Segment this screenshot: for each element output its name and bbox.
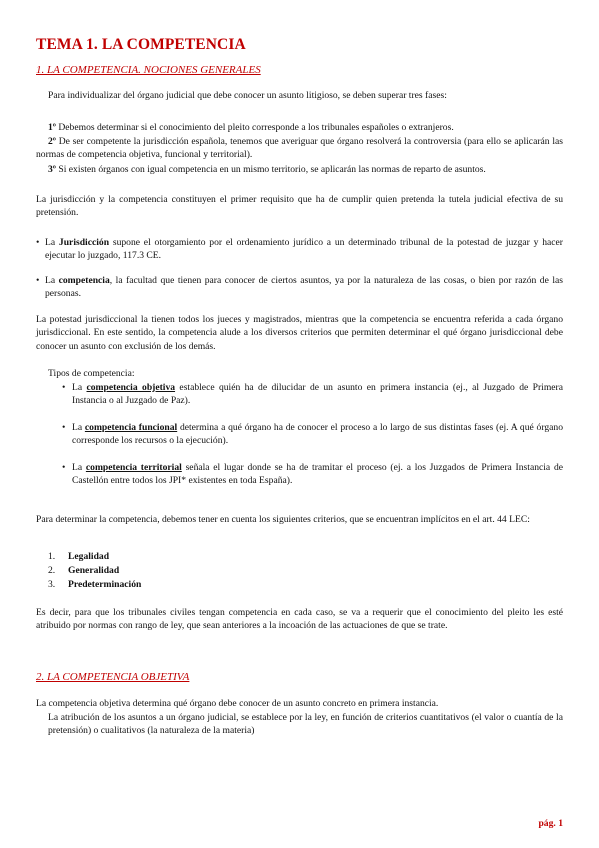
criterio-1: Legalidad xyxy=(68,551,110,562)
bullet-dot-2: • xyxy=(36,275,40,286)
criterios-paragraph: Para determinar la competencia, debemos tener en cuenta los siguientes criterios, que se encuentran implícitos en el art. 44 LEC: xyxy=(36,514,530,525)
bullet-1-pre: La xyxy=(45,237,59,248)
bullet-competencia xyxy=(45,274,563,301)
tipo-territorial xyxy=(72,461,563,488)
potestad-paragraph: La potestad jurisdiccional la tienen todos los jueces y magistrados, mientras que la competencia se encuentra referida a cada órgano jurisdiccional. En este sentido, la competencia alude a los diversos criterios que permiten determinar el qué órgano jurisdiccional debe conocer un asunto con exclusión de los demás. xyxy=(36,314,563,352)
requisito-paragraph: La jurisdicción y la competencia constituyen el primer requisito que ha de cumplir quien pretenda la tutela judicial efectiva de su pretensión. xyxy=(36,194,563,219)
term-funcional: competencia funcional xyxy=(84,422,178,433)
section-heading-2: 2. LA COMPETENCIA OBJETIVA xyxy=(36,671,190,683)
criterio-3: Predeterminación xyxy=(68,579,142,590)
objetiva-paragraph-1: La competencia objetiva determina qué órgano debe conocer de un asunto concreto en primera instancia. xyxy=(36,698,439,709)
phase-3-num: 3º xyxy=(48,164,56,175)
term-territorial: competencia territorial xyxy=(85,462,182,473)
document-title: TEMA 1. LA COMPETENCIA xyxy=(36,36,246,53)
phase-2 xyxy=(36,135,563,162)
objetiva-paragraph-2: La atribución de los asuntos a un órgano judicial, se establece por la ley, en función de criterios cuantitativos (el valor o cuantía de la pretensión) o cualitativos (la naturaleza de la materia) xyxy=(48,712,563,737)
term-competencia: competencia xyxy=(58,275,110,286)
bullet-jurisdiccion xyxy=(45,236,563,263)
tipos-label: Tipos de competencia: xyxy=(48,368,135,379)
criterio-2: Generalidad xyxy=(68,565,120,576)
criterio-2-num: 2. xyxy=(48,565,56,576)
criterio-1-num: 1. xyxy=(48,551,56,562)
esdecir-paragraph: Es decir, para que los tribunales civiles tengan competencia en cada caso, se va a requerir que el conocimiento del pleito les esté atribuido por normas con rango de ley, que sean anteriores a la incoación de las actuaciones de que se trate. xyxy=(36,607,563,632)
phase-3 xyxy=(48,163,563,176)
bullet-1-text: supone el otorgamiento por el ordenamiento jurídico a un determinado tribunal de la potestad de juzgar y hacer ejecutar lo juzgado, 117.3 CE. xyxy=(45,237,563,262)
phase-1-num: 1º xyxy=(48,122,56,133)
tipos-dot-1: • xyxy=(62,382,66,393)
tipo-1-text: establece quién ha de dilucidar de un asunto en primera instancia (ej., al Juzgado de Primera Instancia o al Juzgado de Paz). xyxy=(72,382,563,407)
tipo-3-pre: La xyxy=(72,462,86,473)
section-heading-1: 1. LA COMPETENCIA. NOCIONES GENERALES xyxy=(36,64,261,76)
phase-1-text: Debemos determinar si el conocimiento del pleito corresponde a los tribunales españoles o extranjeros. xyxy=(55,122,454,133)
tipo-2-text: determina a qué órgano ha de conocer el proceso a lo largo de sus distintas fases (ej. A qué órgano corresponde los recursos o la ejecución). xyxy=(72,422,563,447)
tipo-objetiva xyxy=(72,381,563,408)
bullet-2-pre: La xyxy=(45,275,59,286)
tipo-funcional xyxy=(72,421,563,448)
tipos-dot-2: • xyxy=(62,422,66,433)
tipo-1-pre: La xyxy=(72,382,87,393)
tipo-2-pre: La xyxy=(72,422,85,433)
page-number: pág. 1 xyxy=(538,818,563,829)
phase-3-text: Si existen órganos con igual competencia en un mismo territorio, se aplicarán las normas de reparto de asuntos. xyxy=(55,164,486,175)
phase-2-text: De ser competente la jurisdicción española, tenemos que averiguar que órgano resolverá la controversia (para ello se aplicarán las normas de competencia objetiva, funcional y territorial). xyxy=(36,136,563,161)
tipos-dot-3: • xyxy=(62,462,66,473)
bullet-dot-1: • xyxy=(36,237,40,248)
term-jurisdiccion: Jurisdicción xyxy=(58,237,110,248)
criterio-3-num: 3. xyxy=(48,579,56,590)
term-objetiva: competencia objetiva xyxy=(86,382,176,393)
tipo-3-text: señala el lugar donde se ha de tramitar el proceso (ej. a los Juzgados de Primera Instancia de Castellón entre todos los JPI* existentes en toda España). xyxy=(72,462,563,487)
bullet-2-text: , la facultad que tienen para conocer de ciertos asuntos, ya por la naturaleza de las cosas, o bien por razón de las personas. xyxy=(45,275,563,300)
intro-paragraph: Para individualizar del órgano judicial que debe conocer un asunto litigioso, se deben superar tres fases: xyxy=(48,90,447,101)
phase-1 xyxy=(48,121,563,134)
phase-2-num: 2º xyxy=(48,136,56,147)
